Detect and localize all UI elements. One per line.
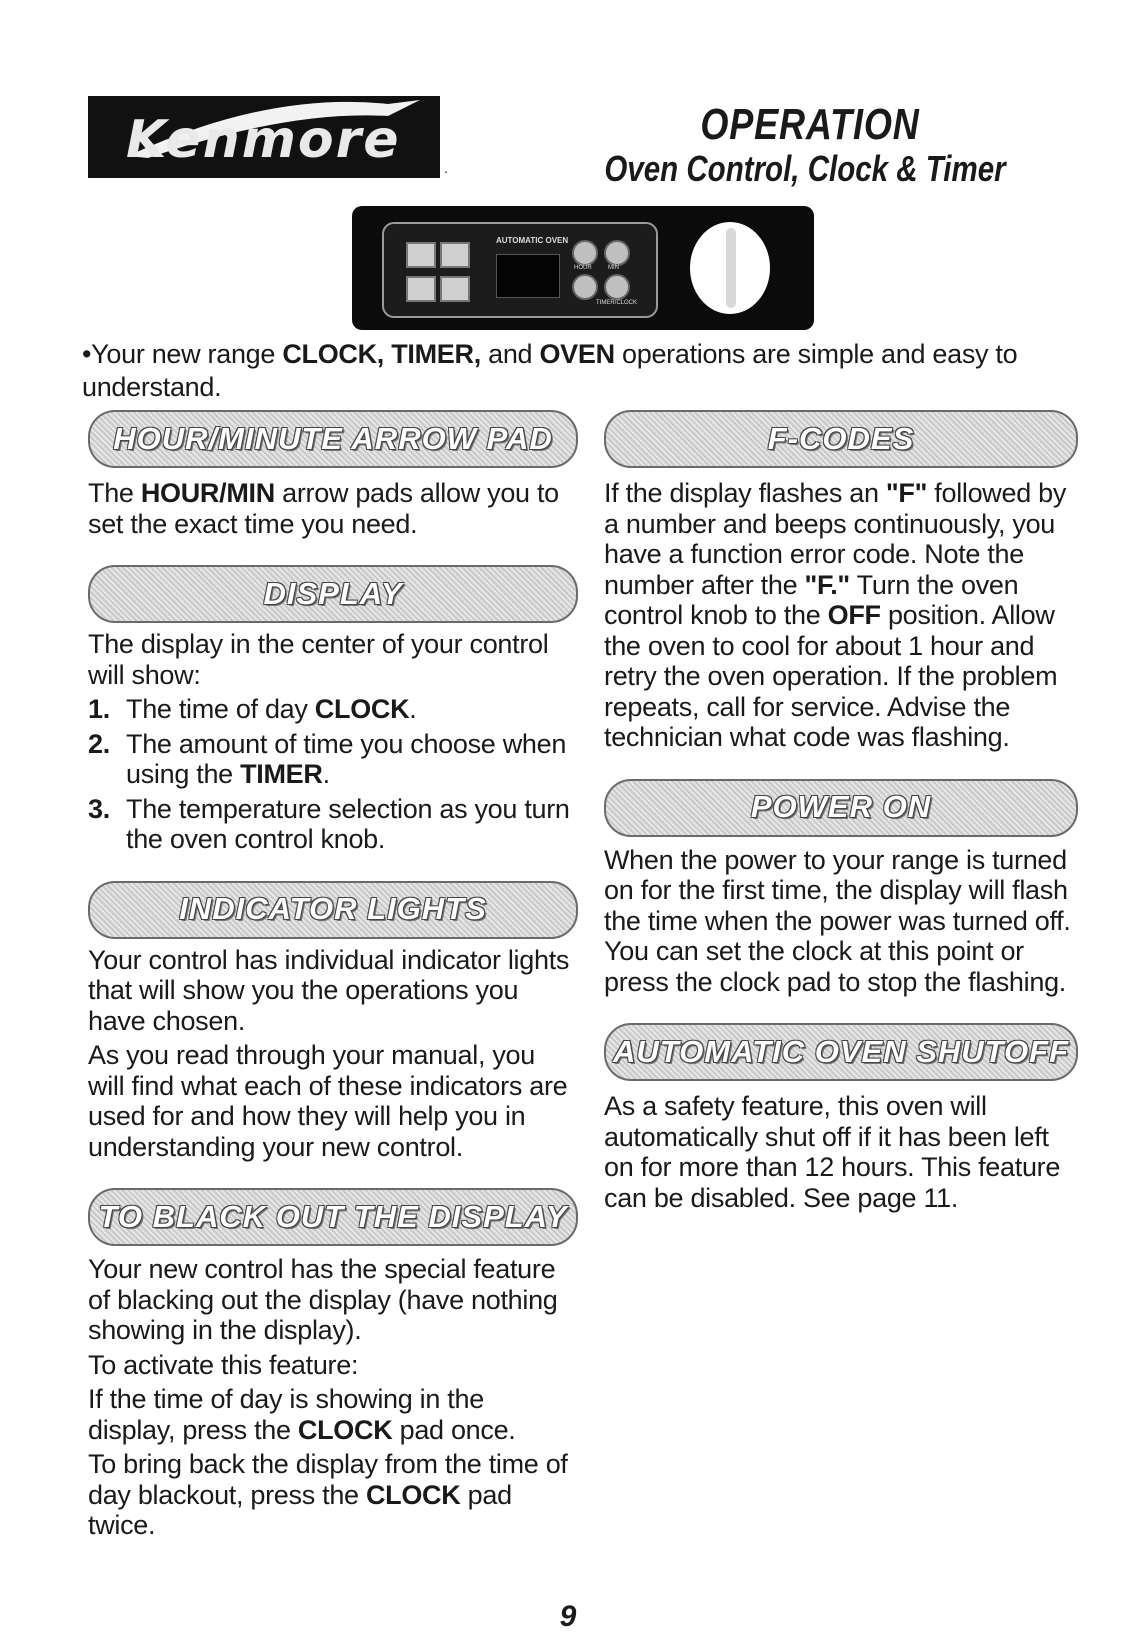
logo-dot: .	[444, 160, 448, 176]
list-number: 1.	[88, 694, 110, 724]
intro-text-end: operations are simple and easy to understand.	[82, 339, 1018, 402]
hour-pad-icon	[572, 240, 598, 266]
body-bold: HOUR/MIN	[140, 478, 275, 508]
list-text-pre: The time of day	[126, 694, 315, 724]
list-text	[126, 694, 578, 725]
blackout-paragraph-2: To activate this feature:	[88, 1349, 359, 1380]
body-text: position. Allow the oven to cool for about 1 hour and retry the oven operation. If the problem repeats, call for service. Advise the technician what code was flashing.	[604, 600, 1058, 752]
control-panel-illustration	[352, 206, 814, 330]
logo-wordmark: Kenmore	[126, 110, 401, 170]
up-pad-icon	[604, 274, 630, 300]
section-heading-fcodes	[604, 410, 1078, 468]
intro-timer: TIMER,	[384, 339, 481, 369]
panel-display	[496, 254, 560, 298]
display-intro: The display in the center of your control will show:	[88, 629, 549, 690]
power-paragraph: When the power to your range is turned on for the first time, the display will flash the time when the power was turned off. You can set the clock at this point or press the clock pad to stop the flashing.	[604, 844, 1071, 997]
body-bold: CLOCK	[365, 1479, 461, 1510]
left-column	[88, 410, 578, 1541]
control-panel-face	[382, 222, 658, 318]
list-number: 2.	[88, 728, 110, 759]
intro-oven: OVEN	[539, 339, 615, 369]
section-heading-hour-min	[88, 410, 578, 468]
body-text: followed by a number and beeps continuously, you have a function error code. Note the number after the	[604, 478, 1067, 600]
blackout-paragraph-3	[88, 1384, 578, 1445]
section-heading-power	[604, 779, 1078, 837]
section-heading-shutoff	[604, 1023, 1078, 1081]
indicator-paragraph-2: As you read through your manual, you will find what each of these indicators are used for and how they will help you in understanding your new control.	[88, 1040, 568, 1162]
blackout-paragraph-4	[88, 1449, 578, 1541]
heading-text: INDICATOR LIGHTS	[179, 891, 487, 927]
kenmore-logo	[88, 96, 440, 178]
panel-pad	[406, 242, 436, 268]
list-item	[88, 694, 578, 725]
section-heading-blackout	[88, 1188, 578, 1246]
body-text: arrow pads allow you to set the exact time you need.	[88, 478, 559, 539]
list-item	[88, 794, 578, 855]
page-subtitle: Oven Control, Clock & Timer	[604, 148, 1006, 189]
intro-and: and	[480, 339, 540, 369]
body-text: pad once.	[392, 1414, 516, 1445]
oven-knob-icon	[690, 222, 770, 314]
body-bold: OFF	[827, 600, 881, 630]
body-bold: "F."	[804, 569, 850, 600]
down-pad-icon	[572, 274, 598, 300]
heading-text: HOUR/MINUTE ARROW PAD	[113, 420, 553, 456]
list-item	[88, 729, 578, 790]
body-bold: CLOCK	[297, 1414, 393, 1445]
pad-label-hour: HOUR	[574, 265, 592, 271]
page-title: OPERATION	[700, 100, 920, 149]
heading-text: POWER ON	[750, 789, 932, 825]
list-text-pre: The amount of time you choose when using the	[126, 728, 567, 789]
page-number: 9	[559, 1600, 577, 1633]
list-text	[126, 729, 578, 790]
pad-label-timer: TIMER/CLOCK	[596, 300, 638, 306]
list-text-pre: The temperature selection as you turn the oven control knob.	[126, 793, 570, 854]
intro-text: •Your new range	[82, 339, 283, 369]
list-text-bold: CLOCK	[314, 694, 410, 724]
heading-text: F-CODES	[767, 420, 915, 456]
heading-text: DISPLAY	[263, 575, 403, 611]
body-text: Turn the oven control knob to the	[604, 569, 1019, 630]
min-pad-icon	[604, 240, 630, 266]
section-heading-indicator	[88, 881, 578, 939]
body-text: If the time of day is showing in the display, press the	[88, 1384, 484, 1445]
list-text-post: .	[322, 759, 330, 789]
intro-paragraph	[82, 338, 1062, 404]
list-number: 3.	[88, 793, 110, 824]
heading-text: TO BLACK OUT THE DISPLAY	[98, 1198, 568, 1234]
knob-ridge	[726, 228, 736, 308]
body-text: pad twice.	[88, 1479, 512, 1540]
fcodes-paragraph	[604, 478, 1078, 753]
body-text: If the display flashes an	[604, 478, 886, 508]
heading-text: AUTOMATIC OVEN SHUTOFF	[613, 1033, 1069, 1069]
panel-pad	[440, 242, 470, 268]
indicator-paragraph-1: Your control has individual indicator lights that will show you the operations you have chosen.	[88, 944, 570, 1036]
list-text-post: .	[409, 694, 417, 724]
right-column	[604, 410, 1078, 1213]
body-text: The	[88, 478, 141, 508]
panel-pad	[440, 276, 470, 302]
blackout-paragraph-1: Your new control has the special feature of blacking out the display (have nothing showing in the display).	[88, 1254, 558, 1345]
panel-pad	[406, 276, 436, 302]
display-label: AUTOMATIC OVEN	[496, 236, 569, 245]
pad-label-min: MIN	[608, 265, 619, 271]
list-text	[126, 794, 578, 855]
body-text: To bring back the display from the time of day blackout, press the	[88, 1449, 568, 1510]
hour-min-paragraph	[88, 478, 578, 539]
list-text-bold: TIMER	[240, 759, 323, 789]
shutoff-paragraph: As a safety feature, this oven will automatically shut off if it has been left on for more than 12 hours. This feature can be disabled. See page 11.	[604, 1091, 1061, 1213]
body-bold: "F"	[885, 478, 928, 508]
section-heading-display	[88, 565, 578, 623]
intro-clock: CLOCK,	[282, 339, 385, 369]
